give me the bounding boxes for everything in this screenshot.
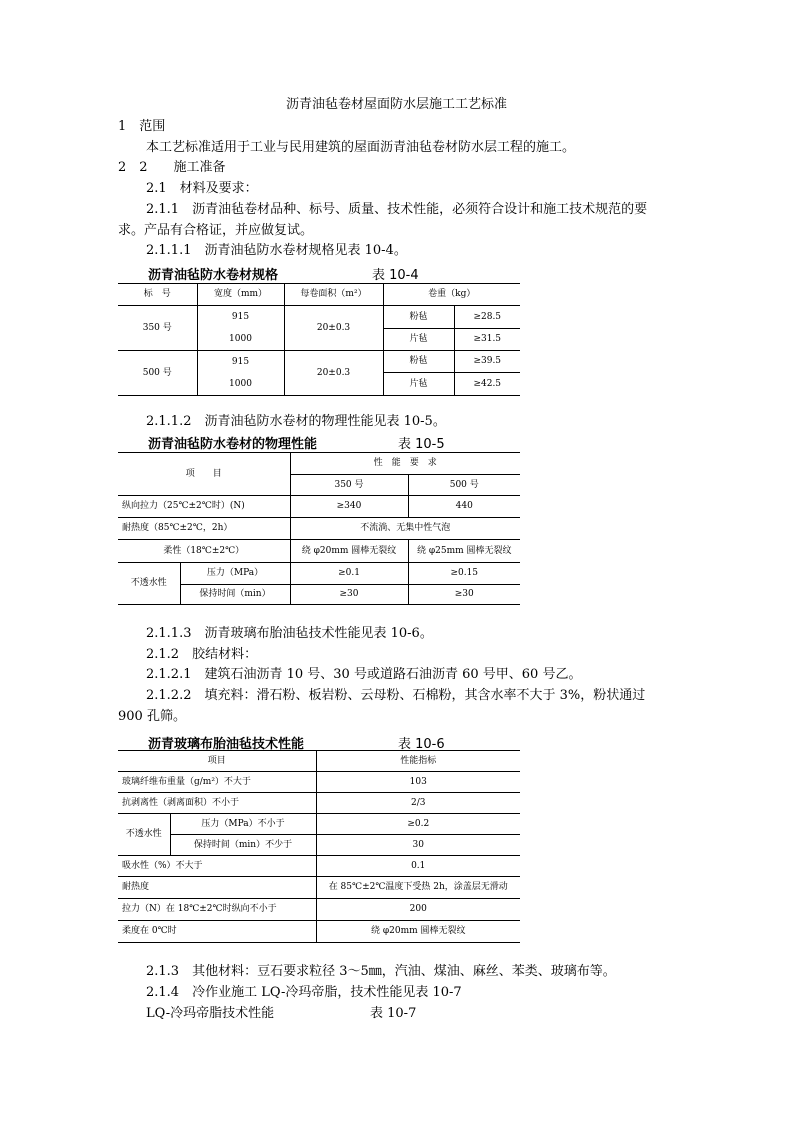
- cell: 绕 φ25mm 圆棒无裂纹: [408, 540, 520, 563]
- cell: 350 号: [118, 306, 197, 351]
- table-10-7-number: 表 10-7: [370, 1006, 417, 1021]
- paragraph: 2.1 材料及要求：: [146, 181, 258, 196]
- cell: 柔度在 0℃时: [118, 921, 316, 943]
- table-10-4: [118, 283, 520, 396]
- cell-text: 1000: [229, 334, 252, 344]
- cell: 柔性（18℃±2℃）: [118, 540, 290, 563]
- cell: ≥30: [290, 585, 408, 605]
- table-10-5-number: 表 10-5: [398, 437, 445, 452]
- header-cell: 项 目: [118, 453, 290, 496]
- cell: 粉毡: [383, 306, 454, 329]
- cell: 500 号: [118, 351, 197, 396]
- header-cell: 500 号: [408, 475, 520, 496]
- cell: 粉毡: [383, 351, 454, 373]
- header-cell: 每卷面积（m²）: [284, 284, 383, 306]
- cell: ≥42.5: [454, 373, 520, 396]
- cell: 片毡: [383, 373, 454, 396]
- header-cell: 性 能 要 求: [290, 453, 520, 475]
- cell: ≥28.5: [454, 306, 520, 329]
- cell: 保持时间（min）: [180, 585, 290, 605]
- table-10-6-title: 沥青玻璃布胎油毡技术性能: [148, 737, 305, 752]
- paragraph: 2.1.2.2 填充料：滑石粉、板岩粉、云母粉、石棉粉，其含水率不大于 3%，粉状通过: [146, 688, 646, 703]
- cell: 片毡: [383, 329, 454, 351]
- cell: 纵向拉力（25℃±2℃时）(N): [118, 496, 290, 518]
- cell: 耐热度（85℃±2℃，2h）: [118, 518, 290, 540]
- header-cell: 卷重（kg）: [383, 284, 520, 306]
- header-cell: 项目: [118, 751, 316, 772]
- cell-text: 915: [231, 312, 250, 322]
- table-10-5: [118, 452, 520, 605]
- cell: 200: [316, 899, 520, 921]
- cell: 绕 φ20mm 圆棒无裂纹: [290, 540, 408, 563]
- cell: 压力（MPa）不小于: [170, 814, 316, 835]
- cell: 抗剥离性（剥离面积）不小于: [118, 793, 316, 814]
- cell: 在 85℃±2℃温度下受热 2h，涂盖层无滑动: [316, 877, 520, 899]
- cell: ≥0.2: [316, 814, 520, 835]
- paragraph: 本工艺标准适用于工业与民用建筑的屋面沥青油毡卷材防水层工程的施工。: [146, 140, 576, 155]
- cell: ≥30: [408, 585, 520, 605]
- cell: ≥39.5: [454, 351, 520, 373]
- cell: [197, 351, 284, 396]
- cell: 20±0.3: [284, 351, 383, 396]
- cell-text: 915: [231, 357, 250, 367]
- paragraph: 2.1.1.2 沥青油毡防水卷材的物理性能见表 10-5。: [146, 414, 446, 429]
- cell: 30: [316, 835, 520, 856]
- paragraph: 2.1.1 沥青油毡卷材品种、标号、质量、技术性能，必须符合设计和施工技术规范的要: [146, 202, 648, 217]
- section-1-heading: 1 范围: [118, 119, 166, 134]
- cell: 拉力（N）在 18℃±2℃时纵向不小于: [118, 899, 316, 921]
- header-cell: 性能指标: [316, 751, 520, 772]
- cell: [197, 306, 284, 351]
- paragraph: 2.1.1.3 沥青玻璃布胎油毡技术性能见表 10-6。: [146, 626, 433, 641]
- cell: 0.1: [316, 856, 520, 877]
- cell: 吸水性（%）不大于: [118, 856, 316, 877]
- header-cell: 350 号: [290, 475, 408, 496]
- paragraph: 2.1.4 冷作业施工 LQ-冷玛帝脂，技术性能见表 10-7: [146, 985, 462, 1000]
- cell: 不透水性: [118, 814, 170, 856]
- cell: 压力（MPa）: [180, 563, 290, 585]
- paragraph: 2.1.2.1 建筑石油沥青 10 号、30 号或道路石油沥青 60 号甲、60 号乙。: [146, 667, 582, 682]
- paragraph: 2.1.2 胶结材料：: [146, 647, 258, 662]
- cell: 保持时间（min）不少于: [170, 835, 316, 856]
- paragraph: 2.1.1.1 沥青油毡防水卷材规格见表 10-4。: [146, 243, 407, 258]
- table-10-5-title: 沥青油毡防水卷材的物理性能: [148, 437, 318, 452]
- cell: ≥0.1: [290, 563, 408, 585]
- cell: ≥0.15: [408, 563, 520, 585]
- paragraph: 2.1.3 其他材料：豆石要求粒径 3～5㎜，汽油、煤油、麻丝、苯类、玻璃布等。: [146, 964, 616, 979]
- cell: 2/3: [316, 793, 520, 814]
- section-2-heading: 2 2 施工准备: [118, 160, 226, 175]
- header-cell: 标 号: [118, 284, 197, 306]
- table-10-7-title: LQ-冷玛帝脂技术性能: [146, 1006, 275, 1021]
- paragraph: 求。产品有合格证，并应做复试。: [118, 223, 314, 238]
- cell: 20±0.3: [284, 306, 383, 351]
- cell: 103: [316, 772, 520, 793]
- cell: 不流淌、无集中性气泡: [290, 518, 520, 540]
- cell: 绕 φ20mm 圆棒无裂纹: [316, 921, 520, 943]
- cell-text: 1000: [229, 379, 252, 389]
- table-10-6-number: 表 10-6: [398, 737, 445, 752]
- document-title: 沥青油毡卷材屋面防水层施工工艺标准: [285, 97, 507, 112]
- table-10-6: [118, 750, 520, 943]
- cell: ≥31.5: [454, 329, 520, 351]
- paragraph: 900 孔筛。: [118, 709, 186, 724]
- cell: ≥340: [290, 496, 408, 518]
- header-cell: 宽度（mm）: [197, 284, 284, 306]
- cell: 不透水性: [118, 563, 180, 605]
- table-10-4-number: 表 10-4: [372, 268, 419, 283]
- cell: 440: [408, 496, 520, 518]
- cell: 耐热度: [118, 877, 316, 899]
- table-10-4-title: 沥青油毡防水卷材规格: [148, 268, 279, 283]
- cell: 玻璃纤维布重量（g/m²）不大于: [118, 772, 316, 793]
